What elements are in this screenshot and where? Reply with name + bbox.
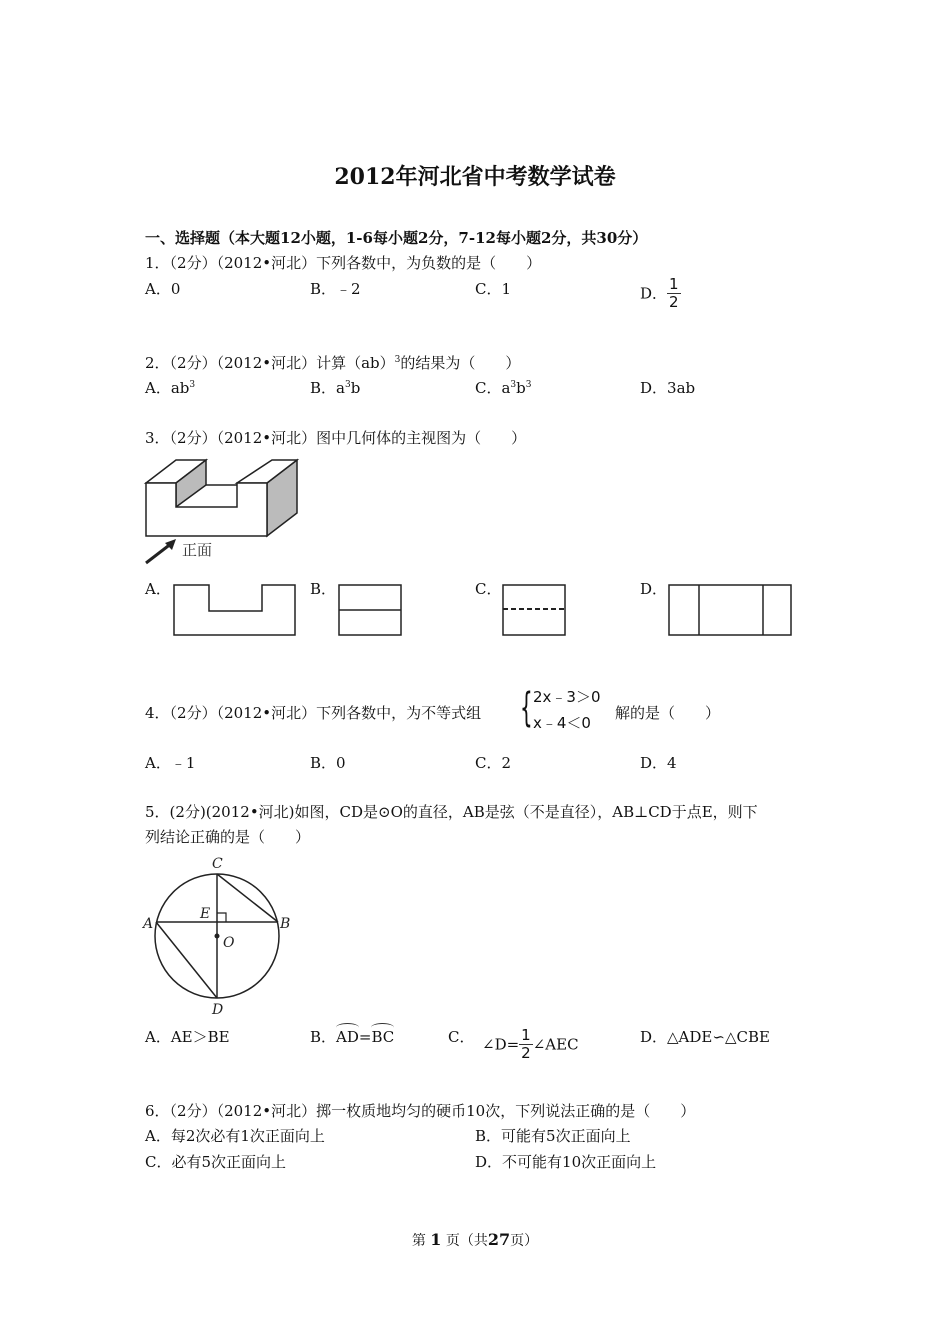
- q6-option-a: A．每2次必有1次正面向上: [145, 1127, 325, 1145]
- q2-option-b: B．$a^3b$: [310, 379, 361, 397]
- q4-option-a: A．﹣1: [145, 754, 196, 772]
- q4-stem-post: 解的是（ ）: [615, 704, 721, 722]
- page-footer: 第 1 页（共27页）: [411, 1230, 539, 1249]
- q5-option-d: D．△ADE∽△CBE: [640, 1028, 770, 1046]
- q4-option-c: C．2: [475, 754, 512, 772]
- q5-stem-line1: 5．(2分)(2012•河北)如图，CD是⊙O的直径，AB是弦（不是直径），AB⊥CD于点E，则下: [145, 803, 758, 821]
- q2-option-a: A．$ab^3$: [145, 379, 196, 397]
- q3-option-c-figure: [502, 583, 567, 638]
- q3-option-a-figure: [172, 583, 297, 638]
- q1-option-b: B．﹣2: [310, 280, 361, 298]
- label-o: O: [223, 935, 235, 951]
- q5-option-b: B．AD=BC: [310, 1028, 395, 1046]
- inequality-system: 2x﹣3＞0 x﹣4＜0: [533, 688, 601, 732]
- label-b: B: [280, 916, 291, 932]
- q2-option-d: D．3ab: [640, 379, 696, 397]
- q1-option-a: A．0: [145, 280, 181, 298]
- q5-stem-line2: 列结论正确的是（ ）: [145, 828, 311, 846]
- q4-option-b: B．0: [310, 754, 346, 772]
- page-title: 2012年河北省中考数学试卷: [334, 164, 616, 190]
- q3-solid-figure: [140, 455, 300, 565]
- q3-option-b-figure: [338, 583, 403, 638]
- q4-stem-pre: 4．（2分）（2012•河北）下列各数中，为不等式组: [145, 704, 482, 722]
- q6-stem: 6．（2分）（2012•河北）掷一枚质地均匀的硬币10次，下列说法正确的是（ ）: [145, 1102, 696, 1120]
- q3-stem: 3．（2分）（2012•河北）图中几何体的主视图为（ ）: [145, 429, 527, 447]
- q2-stem: 2．（2分）（2012•河北）计算（ab）$^3$的结果为（ ）: [145, 354, 521, 372]
- q5-option-a: A．AE＞BE: [145, 1028, 230, 1046]
- q5-option-c-label: C．: [448, 1028, 475, 1046]
- q3-option-a: A．: [145, 580, 171, 598]
- label-a: A: [143, 916, 154, 932]
- label-d: D: [212, 1002, 224, 1018]
- label-c: C: [212, 856, 223, 872]
- q3-option-d-figure: [668, 583, 794, 638]
- q6-option-c: C．必有5次正面向上: [145, 1153, 287, 1171]
- q5-option-c: ∠D= $\frac{1}{2}$ ∠AEC: [482, 1026, 579, 1062]
- q3-option-d: D．: [640, 580, 668, 598]
- q1-option-c: C．1: [475, 280, 512, 298]
- q4-option-d: D．4: [640, 754, 677, 772]
- q6-option-b: B．可能有5次正面向上: [475, 1127, 631, 1145]
- q6-option-d: D．不可能有10次正面向上: [475, 1153, 657, 1171]
- q3-option-c: C．: [475, 580, 502, 598]
- q2-option-c: C．$a^3b^3$: [475, 379, 532, 397]
- brace-icon: {: [520, 685, 533, 731]
- q1-stem: 1．（2分）（2012•河北）下列各数中，为负数的是（ ）: [145, 254, 542, 272]
- q3-option-b: B．: [310, 580, 337, 598]
- front-label: 正面: [182, 541, 213, 559]
- q5-circle-figure: [140, 850, 300, 1020]
- section-heading: 一、选择题（本大题12小题，1-6每小题2分，7-12每小题2分，共30分）: [145, 229, 648, 247]
- q1-option-d: D． $\frac{1}{2}$: [640, 275, 679, 311]
- label-e: E: [200, 906, 211, 922]
